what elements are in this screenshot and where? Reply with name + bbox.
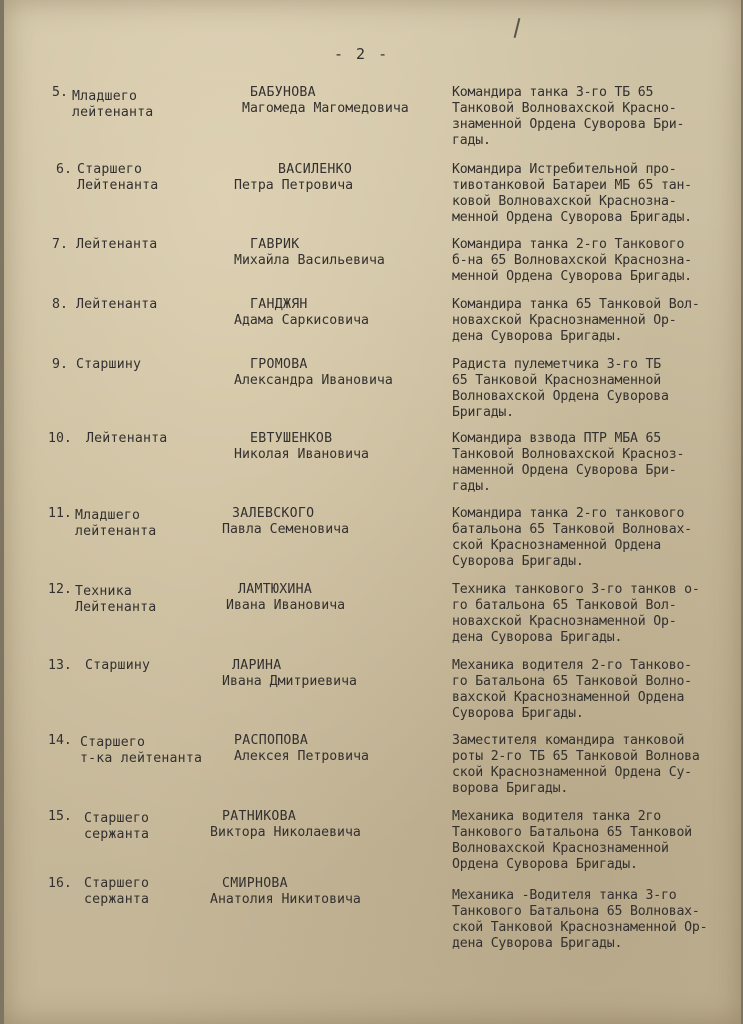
entry-number: 6. [56, 162, 72, 177]
entry-given-names: Ивана Ивановича [226, 598, 346, 613]
entry-surname: ГАНДЖЯН [250, 297, 308, 312]
entry-number: 10. [48, 431, 72, 446]
entry-surname: ГРОМОВА [250, 357, 308, 372]
entry-position: Механика водителя 2-го Танково- го Батальона 65 Танковой Волно- вахской Краснознаменной Ордена Суворова Бригады. [452, 658, 692, 721]
entry-number: 7. [52, 237, 68, 252]
entry-position: Механика водителя танка 2го Танкового Батальона 65 Танковой Волновахской Краснознаменной Ордена Суворова Бригады. [452, 809, 692, 872]
entry-given-names: Ивана Дмитриевича [222, 674, 357, 689]
entry-number: 15. [48, 809, 72, 824]
entry-given-names: Виктора Николаевича [210, 825, 361, 840]
entry-rank: Лейтенанта [76, 237, 158, 252]
entry-number: 11. [48, 506, 72, 521]
entry-rank: Старшего т-ка лейтенанта [80, 735, 203, 766]
entry-position: Механика -Водителя танка 3-го Танкового Батальона 65 Волновах- ской Танковой Краснознаменной Ор- дена Суворова Бригады. [452, 888, 708, 951]
entry-rank: Лейтенанта [76, 297, 158, 312]
entry-number: 14. [48, 733, 72, 748]
entry-position: Командира танка 65 Танковой Вол- новахской Краснознаменной Ор- дена Суворова Бригады. [452, 297, 700, 344]
entry-surname: ЗАЛЕВСКОГО [232, 506, 315, 521]
entry-given-names: Адама Саркисовича [234, 313, 369, 328]
entry-surname: ЛАРИНА [232, 658, 282, 673]
entry-surname: РАТНИКОВА [222, 809, 297, 824]
entry-given-names: Александра Ивановича [234, 373, 393, 388]
entry-rank: Лейтенанта [86, 431, 168, 446]
entry-given-names: Алексея Петровича [234, 749, 369, 764]
entry-position: Техника танкового 3-го танков о- го батальона 65 Танковой Вол- новахской Краснознаменной Ор- дена Суворова Бригады. [452, 582, 700, 645]
entry-rank: Старшего Лейтенанта [77, 162, 159, 193]
document-page [4, 0, 741, 1024]
entry-rank: Старшину [85, 658, 151, 673]
entry-surname: ВАСИЛЕНКО [278, 162, 353, 177]
entry-given-names: Петра Петровича [234, 178, 354, 193]
entry-rank: Младшего лейтенанта [75, 508, 157, 539]
entry-position: Заместителя командира танковой роты 2-го ТБ 65 Танковой Волнова ской Краснознаменной Ордена Су- ворова Бригады. [452, 733, 700, 796]
entry-rank: Старшего сержанта [84, 876, 150, 907]
entry-rank: Старшего сержанта [84, 811, 150, 842]
entry-number: 9. [52, 357, 68, 372]
entry-position: Командира взвода ПТР МБА 65 Танковой Волновахской Красноз- наменной Ордена Суворова Бри- гады. [452, 431, 685, 494]
entry-position: Командира танка 2-го Танкового б-на 65 Волновахской Краснозна- менной Ордена Суворова Бригады. [452, 237, 692, 284]
entry-surname: ЛАМТЮХИНА [238, 582, 313, 597]
entry-surname: СМИРНОВА [222, 876, 288, 891]
entry-surname: ГАВРИК [250, 237, 300, 252]
pen-mark [514, 18, 521, 38]
entry-given-names: Магомеда Магомедовича [242, 101, 409, 116]
entry-number: 16. [48, 876, 72, 891]
entry-number: 12. [48, 582, 72, 597]
entry-position: Командира танка 2-го танкового батальона 65 Танковой Волновах- ской Краснознаменной Ордена Суворова Бригады. [452, 506, 692, 569]
entry-given-names: Павла Семеновича [222, 522, 350, 537]
entry-given-names: Анатолия Никитовича [210, 892, 361, 907]
entry-position: Командира танка 3-го ТБ 65 Танковой Волновахской Красно- знаменной Ордена Суворова Бри- гады. [452, 85, 685, 148]
entry-surname: РАСПОПОВА [234, 733, 309, 748]
entry-surname: ЕВТУШЕНКОВ [250, 431, 333, 446]
entry-rank: Младшего лейтенанта [72, 89, 154, 120]
entry-position: Радиста пулеметчика 3-го ТБ 65 Танковой Краснознаменной Волновахской Ордена Суворова Бригады. [452, 357, 669, 420]
page-number: - 2 - [334, 45, 390, 63]
entry-number: 13. [48, 658, 72, 673]
entry-number: 8. [52, 297, 68, 312]
entry-given-names: Николая Ивановича [234, 447, 369, 462]
entry-given-names: Михайла Васильевича [234, 253, 385, 268]
entry-rank: Техника Лейтенанта [75, 584, 157, 615]
entry-surname: БАБУНОВА [250, 85, 316, 100]
entry-number: 5. [52, 85, 68, 100]
entry-position: Командира Истребительной про- тивотанковой Батареи МБ 65 тан- ковой Волновахской Краснозна- менной Ордена Суворова Бригады. [452, 162, 692, 225]
entry-rank: Старшину [76, 357, 142, 372]
